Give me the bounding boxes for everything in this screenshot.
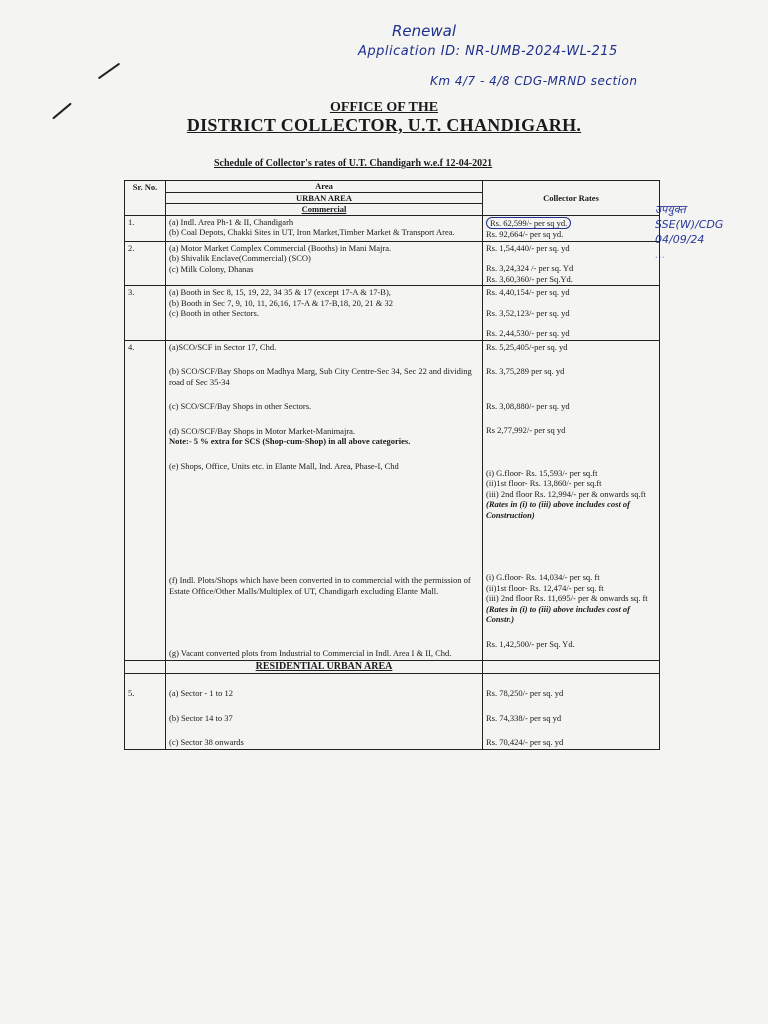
rate-value: Rs. 5,25,405/-per sq. yd	[486, 341, 568, 352]
area-item: (c) Booth in other Sectors.	[169, 308, 259, 318]
area-item: (g) Vacant converted plots from Industrial to Commercial in Indl. Area I & II, Chd.	[169, 648, 452, 658]
rate-value: Rs. 92,664/- per sq yd.	[486, 229, 564, 239]
rate-value: (i) G.floor- Rs. 15,593/- per sq.ft	[486, 467, 598, 478]
rate-value: Rs. 3,75,289 per sq. yd	[486, 366, 565, 376]
rate-value-circled: Rs. 62,599/- per sq yd.	[486, 217, 571, 230]
header-urban-area: URBAN AREA	[166, 192, 483, 204]
row-area	[166, 674, 483, 750]
area-item: (b) SCO/SCF/Bay Shops on Madhya Marg, Sub City Centre-Sec 34, Sec 22 and dividing road of Sec 35-34	[169, 366, 472, 387]
row-sr: 2.	[125, 241, 166, 286]
side-note-line: उपयुक्त	[655, 203, 686, 216]
handwritten-renewal: Renewal	[392, 22, 457, 40]
rate-note: (Rates in (i) to (iii) above includes cost of Construction)	[486, 499, 631, 520]
office-heading: OFFICE OF THE	[329, 100, 439, 115]
side-note-line: ...	[655, 248, 666, 261]
handwritten-application-id: Application ID: NR-UMB-2024-WL-215	[358, 44, 618, 59]
residential-urban-area-heading: RESIDENTIAL URBAN AREA	[166, 660, 483, 674]
rate-value: Rs. 1,42,500/- per Sq. Yd.	[486, 638, 575, 649]
header-commercial: Commercial	[166, 204, 483, 216]
collector-rates-table	[124, 180, 660, 750]
row-rates	[483, 241, 660, 286]
rate-value: (ii)1st floor- Rs. 12,474/- per sq. ft	[486, 582, 604, 593]
rate-value: Rs 2,77,992/- per sq yd	[486, 425, 566, 435]
row-rates	[483, 340, 660, 660]
area-item: (a)SCO/SCF in Sector 17, Chd.	[169, 341, 277, 352]
table-row	[125, 674, 660, 750]
area-item: (b) Coal Depots, Chakki Sites in UT, Iron Market,Timber Market & Transport Area.	[169, 227, 455, 237]
side-note-line: SSE(W)/CDG	[655, 218, 724, 231]
rate-value: Rs. 3,24,324 /- per sq. Yd	[486, 263, 574, 273]
rate-value: Rs. 1,54,440/- per sq. yd	[486, 242, 570, 253]
row-sr: 5.	[125, 674, 166, 750]
row-area	[166, 340, 483, 660]
table-row	[125, 241, 660, 286]
rate-value: Rs. 3,08,880/- per sq. yd	[486, 400, 570, 411]
header-sr-no: Sr. No.	[125, 181, 166, 216]
area-item: (c) Milk Colony, Dhanas	[169, 263, 254, 274]
side-note-line: 04/09/24	[655, 233, 705, 246]
area-item: (c) SCO/SCF/Bay Shops in other Sectors.	[169, 401, 312, 411]
rate-value: (ii)1st floor- Rs. 13,860/- per sq.ft	[486, 478, 602, 488]
rate-value: Rs. 4,40,154/- per sq. yd	[486, 287, 570, 297]
area-item: (f) Indl. Plots/Shops which have been converted in to commercial with the permission of Estate Office/Other Malls/Multiplex of UT, Chandigarh excluding Elante Mall.	[169, 575, 471, 596]
rate-value: (iii) 2nd floor Rs. 11,695/- per & onwards sq. ft	[486, 593, 648, 603]
table-row	[125, 215, 660, 241]
rate-value: Rs. 3,52,123/- per sq. yd	[486, 307, 570, 318]
header-collector-rates: Collector Rates	[483, 181, 660, 216]
row-sr: 4.	[125, 340, 166, 660]
handwritten-side-note	[655, 202, 765, 262]
table-header-row	[125, 181, 660, 193]
area-item: (e) Shops, Office, Units etc. in Elante Mall, Ind. Area, Phase-I, Chd	[169, 460, 399, 471]
area-item: (d) SCO/SCF/Bay Shops in Motor Market-Manimajra.	[169, 425, 356, 436]
area-item: (c) Sector 38 onwards	[169, 737, 244, 747]
row-rates	[483, 674, 660, 750]
schedule-subtitle: Schedule of Collector's rates of U.T. Chandigarh w.e.f 12-04-2021	[214, 158, 493, 169]
document-title: DISTRICT COLLECTOR, U.T. CHANDIGARH.	[186, 115, 582, 135]
note-text: Note:- 5 % extra for SCS (Shop-cum-Shop) in all above categories.	[169, 436, 411, 446]
row-sr: 1.	[125, 215, 166, 241]
row-area	[166, 215, 483, 241]
area-item: (b) Shivalik Enclave(Commercial) (SCO)	[169, 253, 311, 263]
pen-mark	[98, 63, 120, 80]
rate-value: Rs. 3,60,360/- per Sq.Yd.	[486, 273, 573, 284]
rate-value: (i) G.floor- Rs. 14,034/- per sq. ft	[486, 572, 600, 582]
rate-value: Rs. 70,424/- per sq. yd	[486, 737, 564, 747]
area-item: (a) Booth in Sec 8, 15, 19, 22, 34 35 & 17 (except 17-A & 17-B),	[169, 287, 391, 297]
area-item: (a) Motor Market Complex Commercial (Booths) in Mani Majra.	[169, 242, 392, 253]
table-row	[125, 340, 660, 660]
row-rates	[483, 215, 660, 241]
area-item: (b) Sector 14 to 37	[169, 712, 233, 723]
row-sr: 3.	[125, 286, 166, 341]
rate-value: Rs. 2,44,530/- per sq. yd	[486, 328, 570, 338]
area-item: (b) Booth in Sec 7, 9, 10, 11, 26,16, 17-A & 17-B,18, 20, 21 & 32	[169, 297, 393, 308]
area-item: (a) Sector - 1 to 12	[169, 688, 233, 698]
rate-value: Rs. 74,338/- per sq yd	[486, 712, 562, 723]
table-row	[125, 286, 660, 341]
row-rates	[483, 286, 660, 341]
header-area: Area	[166, 181, 483, 193]
row-area	[166, 286, 483, 341]
row-area	[166, 241, 483, 286]
handwritten-km-section: Km 4/7 - 4/8 CDG-MRND section	[430, 74, 638, 88]
area-item: (a) Indl. Area Ph-1 & II, Chandigarh	[169, 216, 294, 227]
rate-value: Rs. 78,250/- per sq. yd	[486, 688, 564, 698]
rate-note: (Rates in (i) to (iii) above includes cost of Constr.)	[486, 603, 631, 624]
rate-value: (iii) 2nd floor Rs. 12,994/- per & onwards sq.ft	[486, 488, 646, 499]
residential-header-row	[125, 660, 660, 674]
